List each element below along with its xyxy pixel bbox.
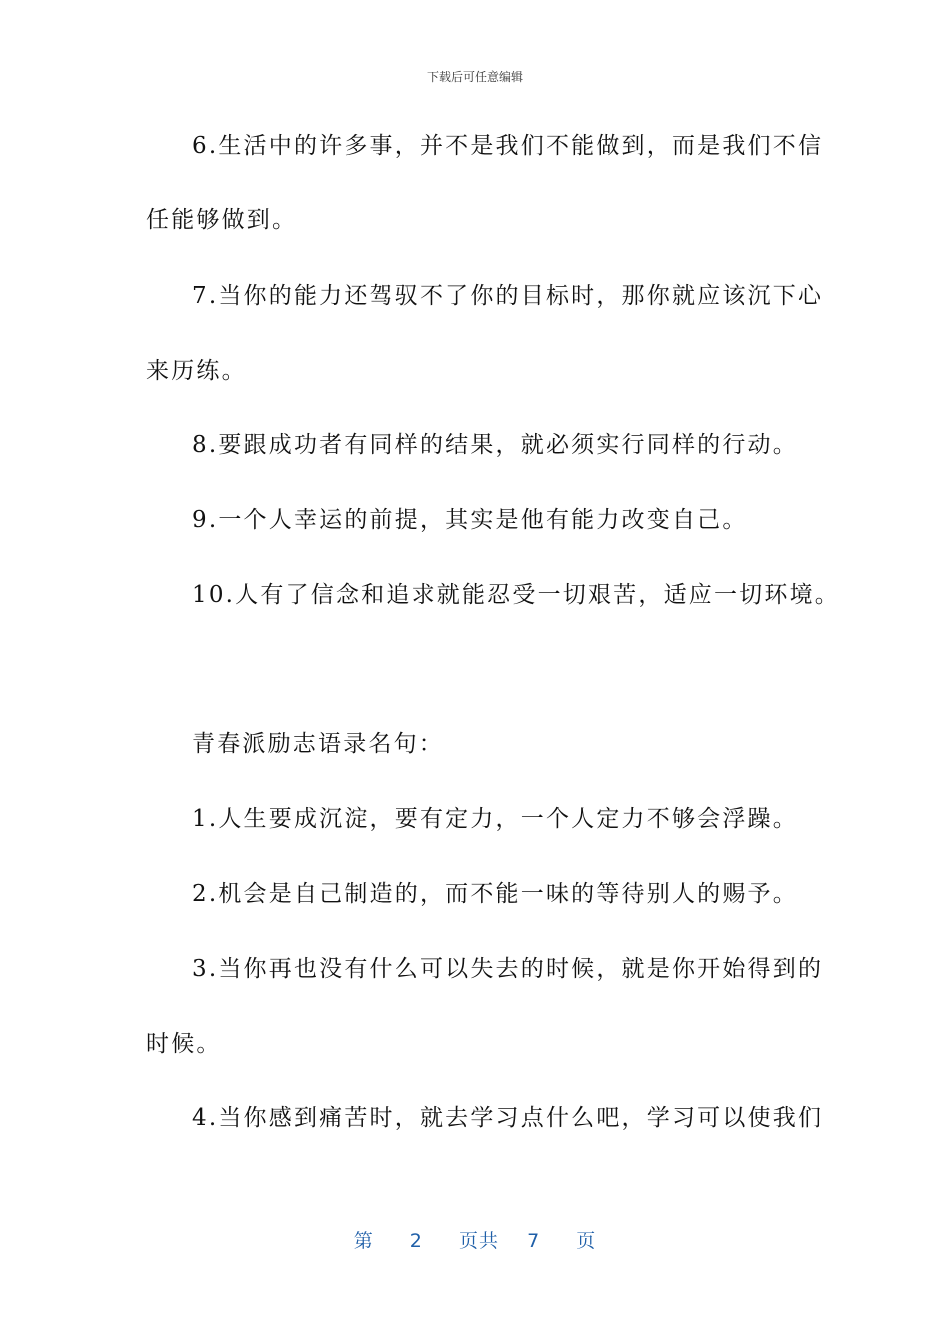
paragraph-line: 9.一个人幸运的前提，其实是他有能力改变自己。	[192, 507, 748, 533]
section-heading: 青春派励志语录名句：	[192, 731, 444, 757]
footer-middle: 页共	[458, 1230, 499, 1252]
paragraph-line: 10.人有了信念和追求就能忍受一切艰苦，适应一切环境。	[192, 582, 840, 608]
paragraph-line: 任能够做到。	[146, 207, 298, 233]
paragraph-line: 时候。	[146, 1031, 222, 1057]
paragraph-line: 7.当你的能力还驾驭不了你的目标时，那你就应该沉下心	[192, 283, 824, 309]
total-page-count: 7	[527, 1230, 541, 1252]
paragraph-line: 8.要跟成功者有同样的结果，就必须实行同样的行动。	[192, 432, 798, 458]
footer-suffix: 页	[576, 1230, 597, 1252]
header-note: 下载后可任意编辑	[426, 70, 523, 84]
paragraph-line: 来历练。	[146, 358, 247, 384]
paragraph-line: 3.当你再也没有什么可以失去的时候，就是你开始得到的	[192, 956, 824, 982]
paragraph-line: 2.机会是自己制造的，而不能一味的等待别人的赐予。	[192, 881, 798, 907]
paragraph-line: 1.人生要成沉淀，要有定力，一个人定力不够会浮躁。	[192, 806, 798, 832]
paragraph-line: 4.当你感到痛苦时，就去学习点什么吧，学习可以使我们	[192, 1105, 824, 1131]
page-number-footer	[0, 1226, 950, 1253]
paragraph-line: 6.生活中的许多事，并不是我们不能做到，而是我们不信	[192, 133, 824, 159]
footer-prefix: 第	[353, 1230, 374, 1252]
current-page-number: 2	[409, 1230, 423, 1252]
